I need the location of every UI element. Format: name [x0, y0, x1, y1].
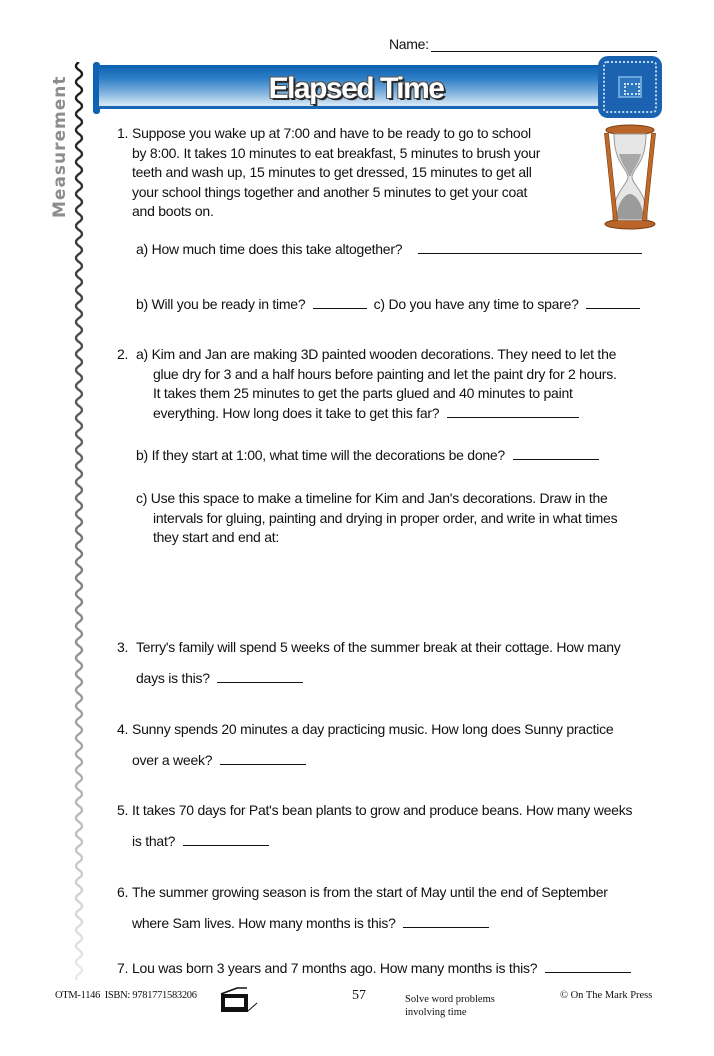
- question-3: 3. Terry's family will spend 5 weeks of the summer break at their cottage. How many days is this?: [117, 639, 621, 686]
- answer-blank-1b[interactable]: [313, 297, 367, 309]
- question-1-line: Suppose you wake up at 7:00 and have to be ready to go to school: [132, 125, 531, 141]
- question-5: 5. It takes 70 days for Pat's bean plants to grow and produce beans. How many weeks is that?: [117, 802, 633, 849]
- name-field[interactable]: [389, 36, 657, 52]
- title-banner: [93, 62, 613, 111]
- question-2a: 2. a) Kim and Jan are making 3D painted wooden decorations. They need to let the glue dry for 3 and a half hours before painting and let the paint dry for 2 hours. It takes them 25 minutes to get the parts glued and 40 minutes to paint everything. How long does it take to get this far?: [117, 346, 617, 421]
- title-banner-body: [99, 65, 613, 109]
- question-1bc: b) Will you be ready in time? c) Do you have any time to spare?: [136, 295, 640, 315]
- question-7: 7. Lou was born 3 years and 7 months ago. How many months is this?: [117, 959, 662, 979]
- question-2b: b) If they start at 1:00, what time will the decorations be done?: [136, 446, 599, 466]
- copyright: © On The Mark Press: [560, 990, 653, 1001]
- answer-blank-3[interactable]: [217, 671, 303, 683]
- question-1-line: your school things together and another 5 minutes to get your coat: [132, 183, 528, 200]
- question-6: 6. The summer growing season is from the start of May until the end of September where Sam lives. How many months is this?: [117, 884, 608, 931]
- answer-blank-5[interactable]: [183, 834, 269, 846]
- question-1-line: teeth and wash up, 15 minutes to get dressed, 15 minutes to get all: [132, 164, 532, 180]
- question-1a: a) How much time does this take altogether?: [136, 240, 642, 260]
- footer-objective: Solve word problems involving time: [405, 994, 495, 1018]
- film-frame-icon: [598, 56, 662, 118]
- wavy-divider-icon: [72, 62, 86, 980]
- answer-blank-1a[interactable]: [418, 242, 642, 254]
- answer-blank-6[interactable]: [403, 916, 489, 928]
- footer-code: OTM-1146 ISBN: 9781771583206: [55, 990, 197, 1001]
- photocopier-icon: [219, 984, 263, 1014]
- answer-blank-2a[interactable]: [447, 406, 579, 418]
- question-1: 1. Suppose you wake up at 7:00 and have to be ready to go to school by 8:00. It takes 10 minutes to eat breakfast, 5 minutes to brush your teeth and wash up, 15 minutes to get dressed, 15 minutes to get all your school things together and another 5 minutes to get your coat and boots on.: [117, 124, 567, 222]
- answer-blank-1c[interactable]: [586, 297, 640, 309]
- side-section-label: Measurement: [50, 75, 70, 218]
- question-1-line: and boots on.: [132, 203, 214, 219]
- timeline-drawing-area[interactable]: [136, 552, 656, 622]
- page-number: 57: [352, 988, 366, 1003]
- answer-blank-7[interactable]: [545, 961, 631, 973]
- question-4: 4. Sunny spends 20 minutes a day practicing music. How long does Sunny practice over a week?: [117, 721, 614, 768]
- hourglass-icon: [604, 124, 656, 230]
- name-label: Name:: [389, 36, 429, 52]
- question-1-line: by 8:00. It takes 10 minutes to eat breakfast, 5 minutes to brush your: [132, 144, 541, 161]
- question-2c: c) Use this space to make a timeline for Kim and Jan's decorations. Draw in the intervals for gluing, painting and drying in proper order, and write in what times they start and end at:: [136, 490, 618, 545]
- answer-blank-4[interactable]: [220, 753, 306, 765]
- name-blank[interactable]: [431, 40, 657, 52]
- answer-blank-2b[interactable]: [513, 448, 599, 460]
- page-title: Elapsed Time: [268, 72, 444, 105]
